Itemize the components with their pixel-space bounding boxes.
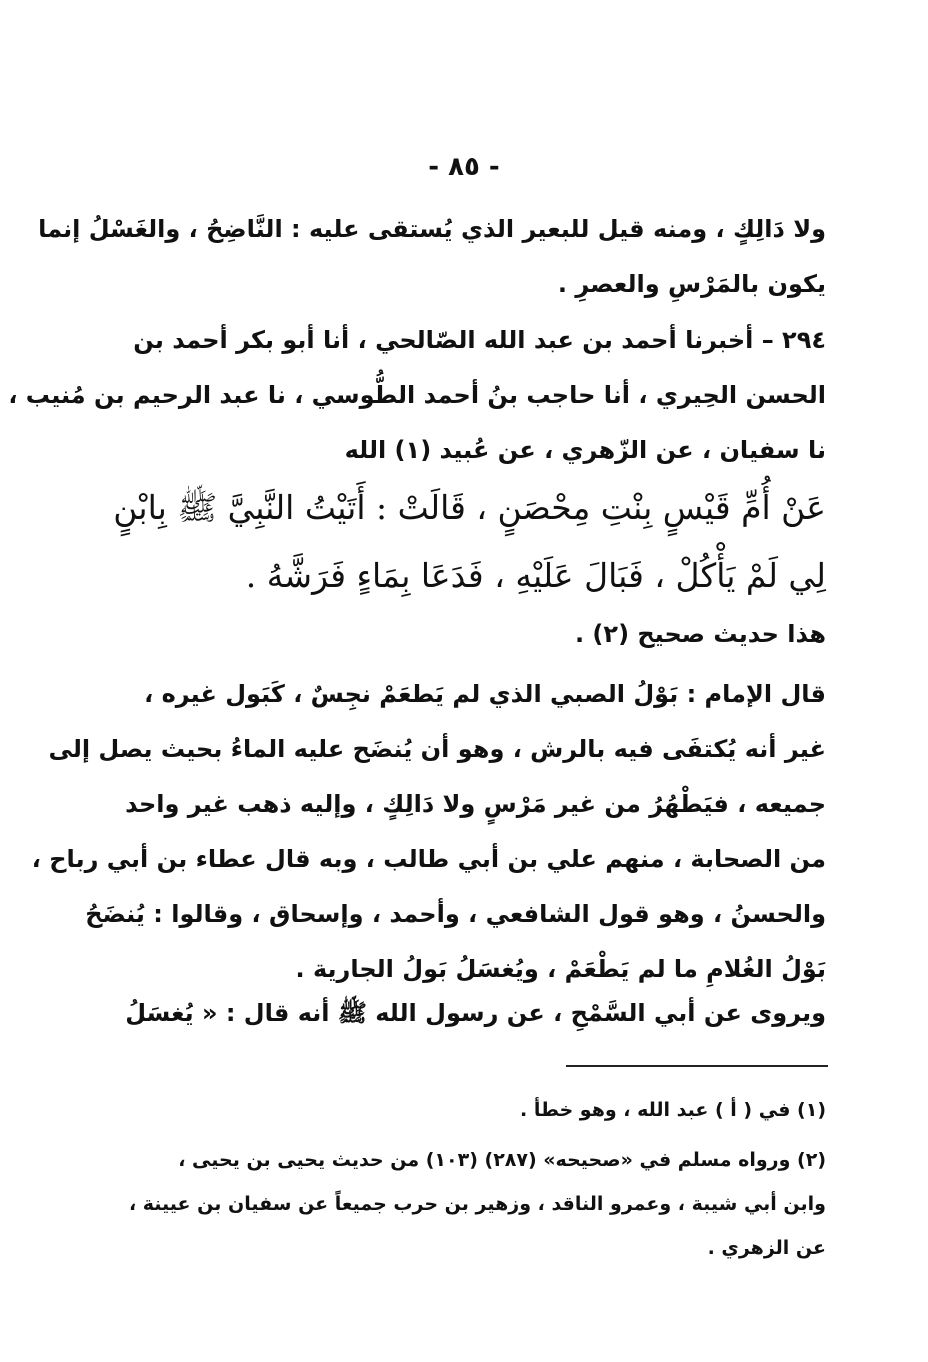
footnote-line: عن الزهري . bbox=[707, 1237, 826, 1259]
text-line: هذا حديث صحيح (٢) . bbox=[574, 620, 826, 648]
footnote-line: (٢) ورواه مسلم في «صحيحه» (٢٨٧) (١٠٣) من حديث يحيى بن يحيى ، bbox=[178, 1149, 826, 1171]
text-line: ويروى عن أبي السَّمْحِ ، عن رسول الله ﷺ أنه قال : « يُغسَلُ bbox=[125, 999, 826, 1027]
text-line: نا سفيان ، عن الزّهري ، عن عُبيد (١) الله bbox=[344, 436, 826, 464]
text-line: عَنْ أُمِّ قَيْسٍ بِنْتِ مِحْصَنٍ ، قَالَتْ : أَتَيْتُ النَّبِيَّ ﷺ بِابْنٍ bbox=[113, 488, 826, 527]
hadith-text bbox=[113, 474, 826, 610]
text-line: والحسنُ ، وهو قول الشافعي ، وأحمد ، وإسحاق ، وقالوا : يُنضَحُ bbox=[85, 900, 826, 928]
footnote-divider bbox=[566, 1065, 828, 1067]
text-line: ٢٩٤ – أخبرنا أحمد بن عبد الله الصّالحي ، أنا أبو بكر أحمد بن bbox=[133, 326, 826, 354]
text-line: غير أنه يُكتفَى فيه بالرش ، وهو أن يُنضَح عليه الماءُ بحيث يصل إلى bbox=[48, 735, 826, 763]
text-line: لِي لَمْ يَأْكُلْ ، فَبَالَ عَلَيْهِ ، فَدَعَا بِمَاءٍ فَرَشَّهُ . bbox=[245, 556, 826, 595]
text-line: ولا دَالِكٍ ، ومنه قيل للبعير الذي يُستقى عليه : النَّاضِحُ ، والغَسْلُ إنما bbox=[38, 215, 826, 243]
text-line: قال الإمام : بَوْلُ الصبي الذي لم يَطعَمْ نجِسٌ ، كَبَول غيره ، bbox=[144, 680, 826, 708]
hadith-grading bbox=[168, 607, 826, 662]
footnote-1 bbox=[168, 1088, 826, 1132]
paragraph-3-commentary bbox=[31, 667, 826, 997]
footnote-line: (١) في ( أ ) عبد الله ، وهو خطأ . bbox=[520, 1099, 826, 1121]
text-line: جميعه ، فيَطْهُرُ من غير مَرْسٍ ولا دَالِكٍ ، وإليه ذهب غير واحد bbox=[125, 790, 826, 818]
text-line: من الصحابة ، منهم علي بن أبي طالب ، وبه قال عطاء بن أبي رباح ، bbox=[31, 845, 826, 873]
footnote-2 bbox=[128, 1138, 826, 1270]
paragraph-1 bbox=[38, 202, 826, 312]
text-line: الحسن الحِيري ، أنا حاجب بنُ أحمد الطُّوسي ، نا عبد الرحيم بن مُنيب ، bbox=[8, 381, 826, 409]
paragraph-2-isnad bbox=[8, 313, 826, 478]
paragraph-4 bbox=[125, 986, 826, 1041]
text-line: يكون بالمَرْسِ والعصرِ . bbox=[557, 270, 826, 298]
page-number: - ٨٥ - bbox=[428, 152, 500, 182]
footnote-line: وابن أبي شيبة ، وعمرو الناقد ، وزهير بن حرب جميعاً عن سفيان بن عيينة ، bbox=[128, 1193, 826, 1215]
text-line: بَوْلُ الغُلامِ ما لم يَطْعَمْ ، ويُغسَلُ بَولُ الجارية . bbox=[295, 955, 826, 983]
